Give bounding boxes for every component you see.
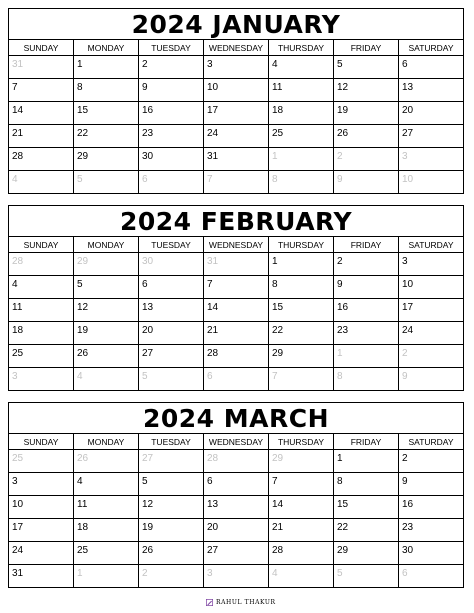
weekday-label: SATURDAY <box>399 40 464 55</box>
day-cell: 9 <box>399 473 464 496</box>
day-cell: 8 <box>74 79 139 102</box>
day-cell-outside-month: 10 <box>399 171 464 194</box>
day-cell: 20 <box>139 322 204 345</box>
day-cell-outside-month: 4 <box>269 565 334 588</box>
weekday-label: TUESDAY <box>139 40 204 55</box>
day-cell: 12 <box>139 496 204 519</box>
day-cell: 17 <box>204 102 269 125</box>
day-cell: 22 <box>334 519 399 542</box>
day-cell-outside-month: 29 <box>74 253 139 276</box>
day-cell: 24 <box>9 542 74 565</box>
day-cell: 16 <box>139 102 204 125</box>
weekday-label: MONDAY <box>74 237 139 252</box>
weekday-header <box>8 40 464 56</box>
day-cell-outside-month: 7 <box>269 368 334 391</box>
day-cell: 10 <box>9 496 74 519</box>
brand-credit <box>206 599 276 606</box>
day-cell-outside-month: 30 <box>139 253 204 276</box>
day-cell: 23 <box>399 519 464 542</box>
day-cell-outside-month: 2 <box>399 345 464 368</box>
day-cell: 5 <box>139 473 204 496</box>
day-cell: 16 <box>334 299 399 322</box>
day-cell: 28 <box>9 148 74 171</box>
day-cell-outside-month: 31 <box>9 56 74 79</box>
day-cell: 28 <box>269 542 334 565</box>
day-cell: 27 <box>204 542 269 565</box>
day-cell: 7 <box>204 276 269 299</box>
day-cell: 4 <box>269 56 334 79</box>
day-cell: 29 <box>334 542 399 565</box>
day-cell-outside-month: 26 <box>74 450 139 473</box>
day-cell: 8 <box>269 276 334 299</box>
day-cell-outside-month: 27 <box>139 450 204 473</box>
day-cell: 7 <box>9 79 74 102</box>
day-cell-outside-month: 4 <box>74 368 139 391</box>
weekday-label: MONDAY <box>74 40 139 55</box>
day-cell: 12 <box>334 79 399 102</box>
day-cell: 11 <box>269 79 334 102</box>
day-cell: 21 <box>204 322 269 345</box>
day-cell-outside-month: 5 <box>334 565 399 588</box>
weekday-label: SUNDAY <box>9 40 74 55</box>
day-cell: 25 <box>9 345 74 368</box>
day-cell: 25 <box>74 542 139 565</box>
day-cell: 18 <box>74 519 139 542</box>
pen-icon <box>206 599 213 606</box>
brand-name: RAHUL THAKUR <box>216 599 276 606</box>
day-cell-outside-month: 7 <box>204 171 269 194</box>
day-cell-outside-month: 3 <box>399 148 464 171</box>
weekday-label: TUESDAY <box>139 237 204 252</box>
weekday-label: SATURDAY <box>399 237 464 252</box>
day-cell: 14 <box>269 496 334 519</box>
day-cell: 17 <box>9 519 74 542</box>
day-cell-outside-month: 3 <box>9 368 74 391</box>
day-cell-outside-month: 31 <box>204 253 269 276</box>
day-cell: 14 <box>9 102 74 125</box>
day-cell: 7 <box>269 473 334 496</box>
weekday-label: THURSDAY <box>269 237 334 252</box>
day-cell: 11 <box>9 299 74 322</box>
day-cell: 29 <box>269 345 334 368</box>
weekday-label: MONDAY <box>74 434 139 449</box>
day-cell: 19 <box>334 102 399 125</box>
day-cell: 15 <box>334 496 399 519</box>
month-title: 2024 MARCH <box>8 402 464 434</box>
weekday-label: THURSDAY <box>269 40 334 55</box>
day-cell-outside-month: 8 <box>269 171 334 194</box>
day-cell: 2 <box>334 253 399 276</box>
month-calendar <box>8 205 464 391</box>
day-cell: 6 <box>399 56 464 79</box>
day-cell-outside-month: 9 <box>334 171 399 194</box>
day-cell: 14 <box>204 299 269 322</box>
day-cell: 10 <box>204 79 269 102</box>
day-cell-outside-month: 2 <box>139 565 204 588</box>
day-grid <box>8 56 464 194</box>
month-calendar <box>8 402 464 588</box>
day-cell: 6 <box>204 473 269 496</box>
day-cell: 20 <box>204 519 269 542</box>
day-cell: 16 <box>399 496 464 519</box>
weekday-header <box>8 237 464 253</box>
day-cell: 12 <box>74 299 139 322</box>
weekday-label: FRIDAY <box>334 434 399 449</box>
weekday-label: WEDNESDAY <box>204 434 269 449</box>
day-cell: 25 <box>269 125 334 148</box>
day-cell: 26 <box>334 125 399 148</box>
day-cell: 1 <box>334 450 399 473</box>
day-cell: 5 <box>74 276 139 299</box>
day-cell: 24 <box>204 125 269 148</box>
day-cell-outside-month: 6 <box>399 565 464 588</box>
day-cell: 2 <box>399 450 464 473</box>
day-cell: 30 <box>399 542 464 565</box>
day-grid <box>8 253 464 391</box>
day-cell-outside-month: 4 <box>9 171 74 194</box>
day-cell: 29 <box>74 148 139 171</box>
day-cell: 11 <box>74 496 139 519</box>
day-cell-outside-month: 29 <box>269 450 334 473</box>
day-cell-outside-month: 3 <box>204 565 269 588</box>
day-cell: 20 <box>399 102 464 125</box>
weekday-label: SUNDAY <box>9 434 74 449</box>
month-title: 2024 JANUARY <box>8 8 464 40</box>
day-cell-outside-month: 2 <box>334 148 399 171</box>
day-cell-outside-month: 6 <box>139 171 204 194</box>
day-cell-outside-month: 1 <box>74 565 139 588</box>
day-cell: 9 <box>334 276 399 299</box>
day-cell-outside-month: 25 <box>9 450 74 473</box>
day-cell: 22 <box>74 125 139 148</box>
day-cell: 13 <box>204 496 269 519</box>
day-cell: 26 <box>139 542 204 565</box>
day-cell: 3 <box>9 473 74 496</box>
day-cell: 31 <box>9 565 74 588</box>
day-cell-outside-month: 28 <box>9 253 74 276</box>
weekday-label: FRIDAY <box>334 40 399 55</box>
day-cell: 18 <box>269 102 334 125</box>
day-cell-outside-month: 6 <box>204 368 269 391</box>
weekday-label: THURSDAY <box>269 434 334 449</box>
day-cell-outside-month: 9 <box>399 368 464 391</box>
day-cell: 13 <box>399 79 464 102</box>
day-cell: 27 <box>139 345 204 368</box>
day-cell: 8 <box>334 473 399 496</box>
day-cell: 22 <box>269 322 334 345</box>
day-grid <box>8 450 464 588</box>
day-cell: 9 <box>139 79 204 102</box>
day-cell: 2 <box>139 56 204 79</box>
day-cell-outside-month: 5 <box>139 368 204 391</box>
day-cell-outside-month: 8 <box>334 368 399 391</box>
day-cell: 18 <box>9 322 74 345</box>
day-cell: 30 <box>139 148 204 171</box>
month-title: 2024 FEBRUARY <box>8 205 464 237</box>
weekday-label: FRIDAY <box>334 237 399 252</box>
day-cell: 6 <box>139 276 204 299</box>
day-cell: 19 <box>139 519 204 542</box>
day-cell-outside-month: 28 <box>204 450 269 473</box>
weekday-label: WEDNESDAY <box>204 237 269 252</box>
day-cell-outside-month: 1 <box>269 148 334 171</box>
day-cell: 19 <box>74 322 139 345</box>
day-cell-outside-month: 1 <box>334 345 399 368</box>
day-cell: 3 <box>204 56 269 79</box>
day-cell-outside-month: 5 <box>74 171 139 194</box>
day-cell: 23 <box>334 322 399 345</box>
weekday-label: SATURDAY <box>399 434 464 449</box>
day-cell: 3 <box>399 253 464 276</box>
day-cell: 4 <box>74 473 139 496</box>
day-cell: 1 <box>74 56 139 79</box>
weekday-label: SUNDAY <box>9 237 74 252</box>
month-calendar <box>8 8 464 194</box>
day-cell: 15 <box>74 102 139 125</box>
day-cell: 13 <box>139 299 204 322</box>
day-cell: 21 <box>269 519 334 542</box>
day-cell: 15 <box>269 299 334 322</box>
day-cell: 23 <box>139 125 204 148</box>
day-cell: 5 <box>334 56 399 79</box>
day-cell: 28 <box>204 345 269 368</box>
day-cell: 31 <box>204 148 269 171</box>
day-cell: 26 <box>74 345 139 368</box>
weekday-label: TUESDAY <box>139 434 204 449</box>
day-cell: 1 <box>269 253 334 276</box>
day-cell: 17 <box>399 299 464 322</box>
day-cell: 4 <box>9 276 74 299</box>
weekday-label: WEDNESDAY <box>204 40 269 55</box>
day-cell: 24 <box>399 322 464 345</box>
day-cell: 21 <box>9 125 74 148</box>
weekday-header <box>8 434 464 450</box>
day-cell: 27 <box>399 125 464 148</box>
day-cell: 10 <box>399 276 464 299</box>
